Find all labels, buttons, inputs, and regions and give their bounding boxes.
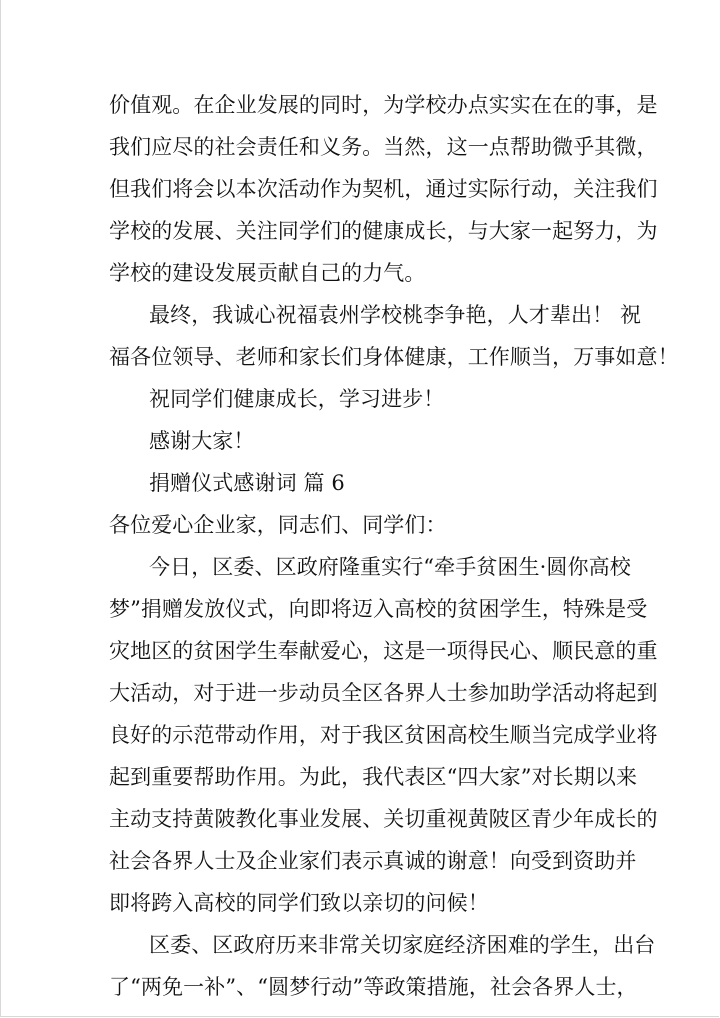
paragraph-line: 灾地区的贫困学生奉献爱心，这是一项得民心、顺民意的重 <box>109 639 658 663</box>
paragraph-line: 大活动，对于进一步动员全区各界人士参加助学活动将起到 <box>109 681 658 705</box>
paragraph-line: 我们应尽的社会责任和义务。当然，这一点帮助微乎其微， <box>109 135 658 159</box>
paragraph-line: 福各位领导、老师和家长们身体健康，工作顺当，万事如意！ <box>109 345 679 369</box>
paragraph-line: 学校的建设发展贡献自己的力气。 <box>109 261 426 285</box>
paragraph-line: 但我们将会以本次活动作为契机，通过实际行动，关注我们 <box>109 177 658 201</box>
paragraph-line: 价值观。在企业发展的同时，为学校办点实实在在的事，是 <box>109 93 658 117</box>
paragraph-line: 即将跨入高校的同学们致以亲切的问候！ <box>109 891 489 915</box>
paragraph-line: 最终，我诚心祝福袁州学校桃李争艳，人才辈出！ 祝 <box>149 303 642 327</box>
paragraph-line: 感谢大家！ <box>149 429 255 453</box>
salutation-line: 各位爱心企业家，同志们、同学们： <box>109 513 447 537</box>
paragraph-line: 了“两免一补”、“圆梦行动”等政策措施，社会各界人士， <box>109 975 638 999</box>
paragraph-line: 主动支持黄陂教化事业发展、关切重视黄陂区青少年成长的 <box>109 807 658 831</box>
paragraph-line: 良好的示范带动作用，对于我区贫困高校生顺当完成学业将 <box>109 723 658 747</box>
paragraph-line: 区委、区政府历来非常关切家庭经济困难的学生，出台 <box>149 933 656 957</box>
section-heading: 捐赠仪式感谢词 篇 6 <box>149 471 345 495</box>
paragraph-line: 学校的发展、关注同学们的健康成长，与大家一起努力，为 <box>109 219 658 243</box>
paragraph-line: 起到重要帮助作用。为此，我代表区“四大家”对长期以来 <box>109 765 638 789</box>
paragraph-line: 祝同学们健康成长，学习进步！ <box>149 387 445 411</box>
paragraph-line: 今日，区委、区政府隆重实行“牵手贫困生·圆你高校 <box>149 555 631 579</box>
paragraph-line: 社会各界人士及企业家们表示真诚的谢意！向受到资助并 <box>109 849 637 873</box>
paragraph-line: 梦”捐赠发放仪式，向即将迈入高校的贫困学生，特殊是受 <box>109 597 648 621</box>
